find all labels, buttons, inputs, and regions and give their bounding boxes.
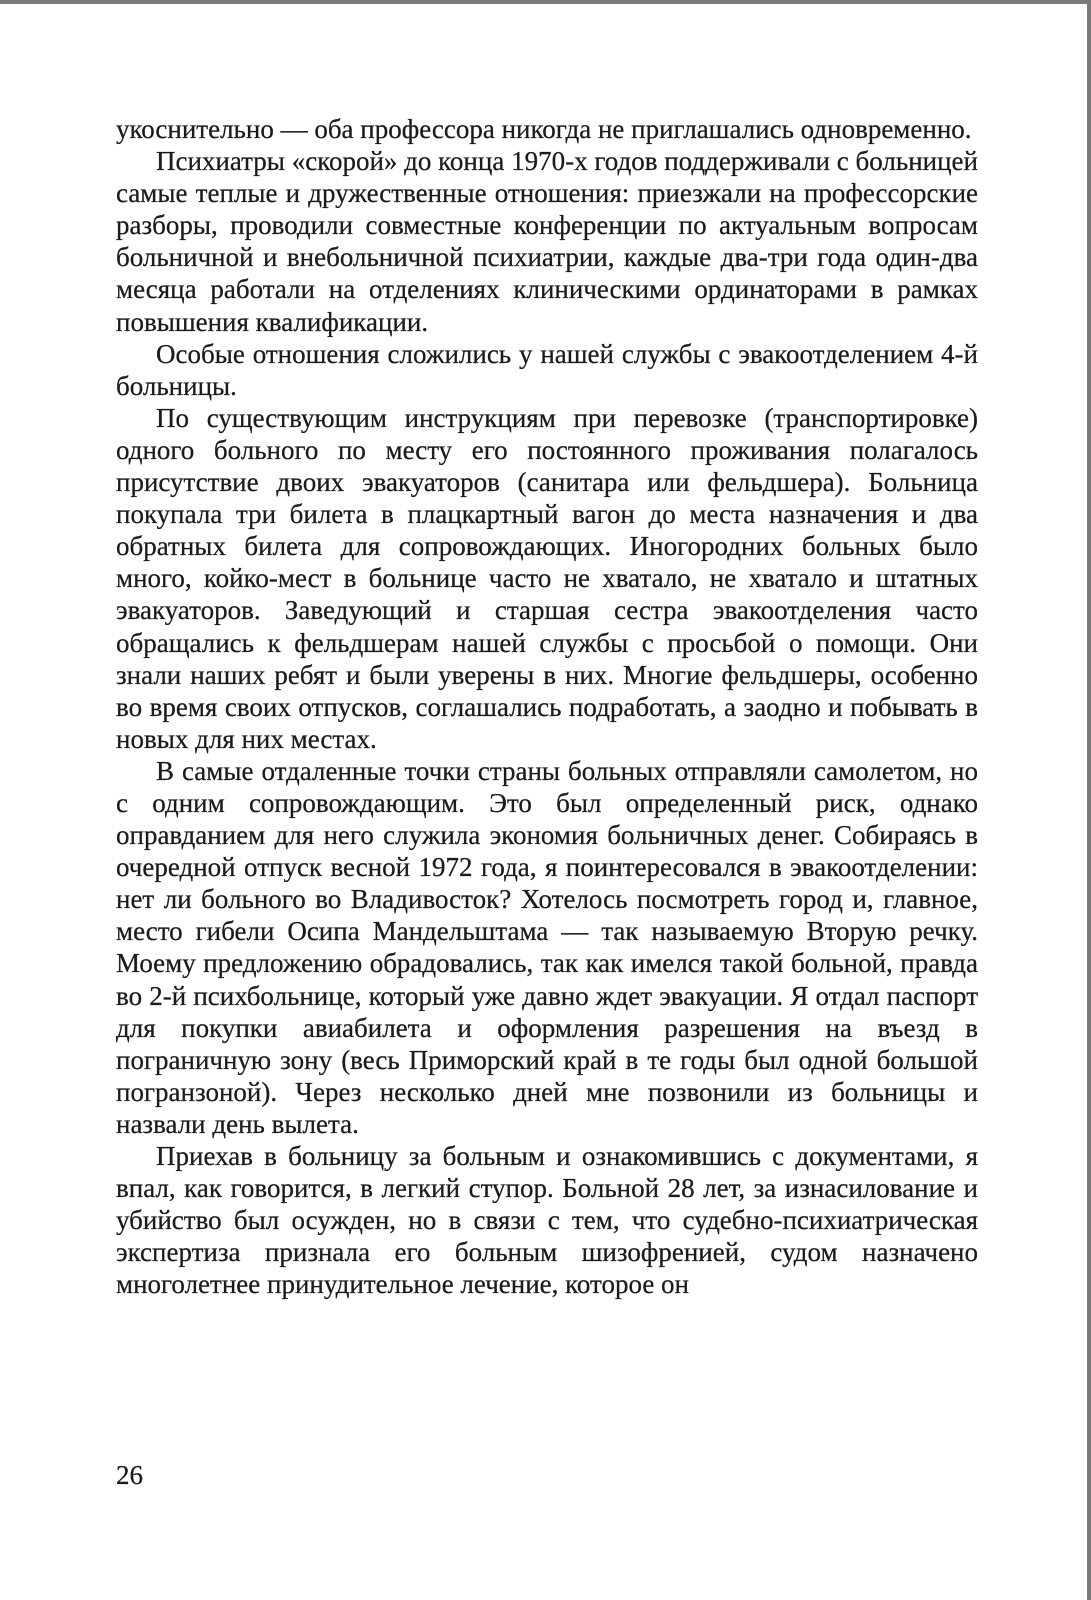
paragraph: Приехав в больницу за больным и ознакомившись с документами, я впал, как говорится, в легкий ступор. Больной 28 лет, за изнасилование и убийство был осужден, но в связи с тем, что судебно-психиатрическая экспертиза признала его больным шизофренией, судом назначено многолетнее принудительное лечение, которое он [116,1141,978,1300]
scan-border-right [1087,0,1091,1600]
page-number: 26 [116,1460,143,1490]
scan-border-top [0,0,1091,4]
paragraph: По существующим инструкциям при перевозке (транспортировке) одного больного по месту его постоянного проживания полагалось присутствие двоих эвакуаторов (санитара или фельдшера). Больница покупала три билета в плацкартный вагон до места назначения и два обратных билета для сопровождающих. Иногородних больных было много, койко-мест в больнице часто не хватало, не хватало и штатных эвакуаторов. Заведующий и старшая сестра эвакоотделения часто обращались к фельдшерам нашей службы с просьбой о помощи. Они знали наших ребят и были уверены в них. Многие фельдшеры, особенно во время своих отпусков, соглашались подработать, а заодно и побывать в новых для них местах. [116,402,978,754]
body-text [116,113,978,1300]
paragraph: Психиатры «скорой» до конца 1970-х годов поддерживали с больницей самые теплые и дружественные отношения: приезжали на профессорские разборы, проводили совместные конференции по актуальным вопросам больничной и внебольничной психиатрии, каждые два-три года один-два месяца работали на отделениях клиническими ординаторами в рамках повышения квалификации. [116,146,978,337]
paragraph: укоснительно — оба профессора никогда не приглашались одновременно. [116,114,972,144]
paragraph: Особые отношения сложились у нашей службы с эвакоотделением 4-й больницы. [116,338,978,401]
paragraph: В самые отдаленные точки страны больных отправляли самолетом, но с одним сопровождающим. Это был определенный риск, однако оправданием для него служила экономия больничных денег. Собираясь в очередной отпуск весной 1972 года, я поинтересовался в эвакоотделении: нет ли больного во Владивосток? Хотелось посмотреть город и, главное, место гибели Осипа Мандельштама — так называемую Вторую речку. Моему предложению обрадовались, так как имелся такой больной, правда во 2-й психбольнице, который уже давно ждет эвакуации. Я отдал паспорт для покупки авиабилета и оформления разрешения на въезд в пограничную зону (весь Приморский край в те годы был одной большой погранзоной). Через несколько дней мне позвонили из больницы и назвали день вылета. [116,755,978,1139]
